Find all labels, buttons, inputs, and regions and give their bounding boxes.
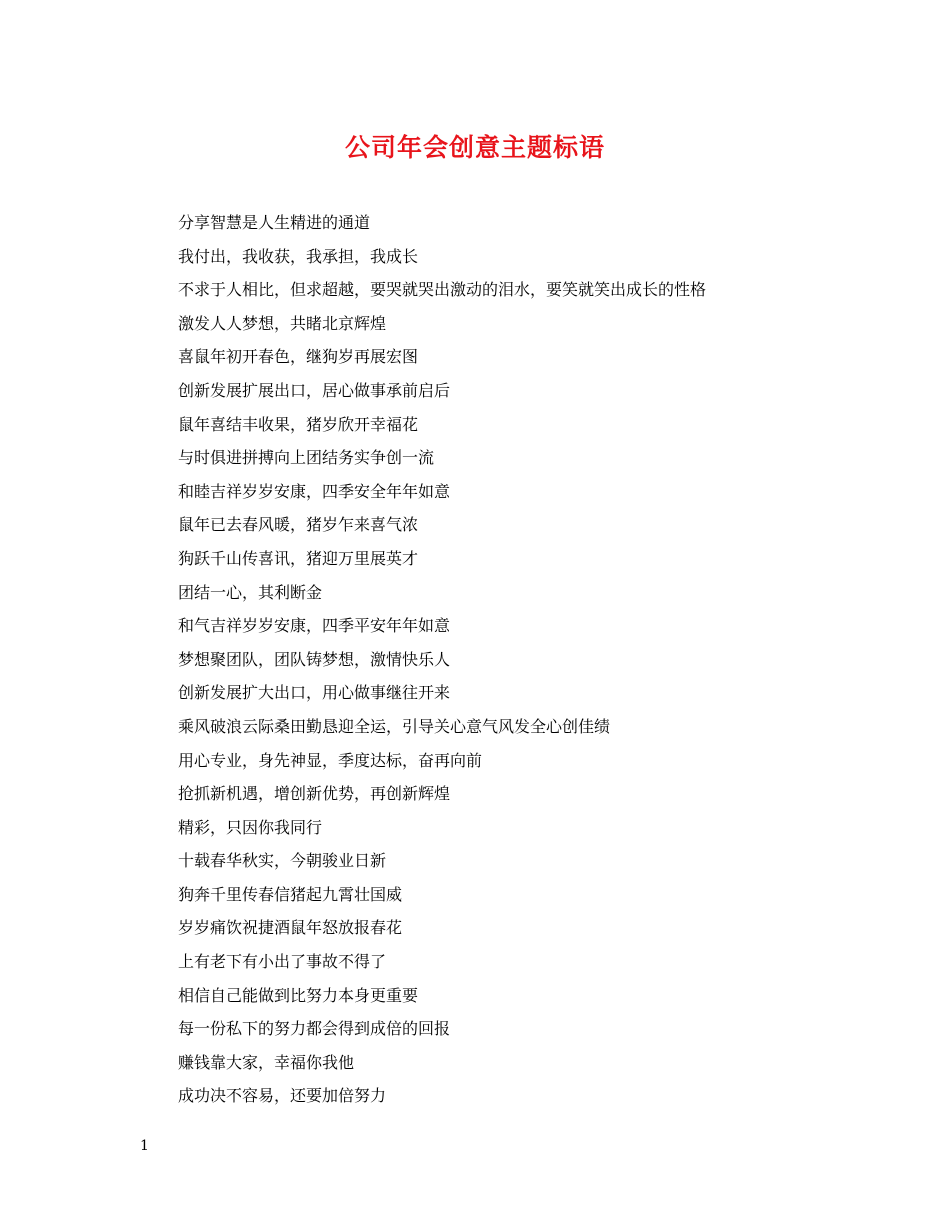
slogan-line: 创新发展扩展出口，居心做事承前启后 bbox=[178, 380, 451, 400]
slogan-line: 团结一心，其利断金 bbox=[178, 582, 323, 602]
slogan-line: 我付出，我收获，我承担，我成长 bbox=[178, 246, 419, 266]
slogan-line: 鼠年已去春风暖，猪岁乍来喜气浓 bbox=[178, 515, 419, 535]
slogan-line: 岁岁痛饮祝捷酒鼠年怒放报春花 bbox=[178, 918, 403, 938]
slogan-line: 乘风破浪云际桑田勤恳迎全运，引导关心意气风发全心创佳绩 bbox=[178, 716, 611, 736]
slogan-line: 每一份私下的努力都会得到成倍的回报 bbox=[178, 1019, 451, 1039]
slogan-list bbox=[178, 206, 878, 1113]
slogan-line: 喜鼠年初开春色，继狗岁再展宏图 bbox=[178, 347, 419, 367]
slogan-line: 相信自己能做到比努力本身更重要 bbox=[178, 985, 419, 1005]
slogan-line: 分享智慧是人生精进的通道 bbox=[178, 213, 371, 232]
page-number: 1 bbox=[140, 1138, 149, 1154]
slogan-line: 上有老下有小出了事故不得了 bbox=[178, 952, 387, 972]
page-title: 公司年会创意主题标语 bbox=[344, 133, 605, 162]
slogan-line: 与时俱进拼搏向上团结务实争创一流 bbox=[178, 448, 435, 468]
slogan-line: 不求于人相比，但求超越，要哭就哭出激动的泪水，要笑就笑出成长的性格 bbox=[178, 280, 707, 300]
slogan-line: 鼠年喜结丰收果，猪岁欣开幸福花 bbox=[178, 414, 419, 434]
slogan-line: 赚钱靠大家，幸福你我他 bbox=[178, 1052, 355, 1072]
slogan-line: 梦想聚团队，团队铸梦想，激情快乐人 bbox=[178, 649, 451, 669]
slogan-line: 创新发展扩大出口，用心做事继往开来 bbox=[178, 683, 451, 703]
slogan-line: 成功决不容易，还要加倍努力 bbox=[178, 1086, 387, 1106]
slogan-line: 抢抓新机遇，增创新优势，再创新辉煌 bbox=[178, 784, 451, 804]
slogan-line: 和气吉祥岁岁安康，四季平安年年如意 bbox=[178, 616, 451, 636]
slogan-line: 狗奔千里传春信猪起九霄壮国威 bbox=[178, 884, 403, 904]
slogan-line: 用心专业，身先神显，季度达标，奋再向前 bbox=[178, 750, 483, 770]
slogan-line: 狗跃千山传喜讯，猪迎万里展英才 bbox=[178, 548, 419, 568]
slogan-line: 激发人人梦想，共睹北京辉煌 bbox=[178, 313, 387, 333]
slogan-line: 精彩，只因你我同行 bbox=[178, 817, 323, 837]
slogan-line: 和睦吉祥岁岁安康，四季安全年年如意 bbox=[178, 481, 451, 501]
slogan-line: 十载春华秋实，今朝骏业日新 bbox=[178, 851, 387, 871]
